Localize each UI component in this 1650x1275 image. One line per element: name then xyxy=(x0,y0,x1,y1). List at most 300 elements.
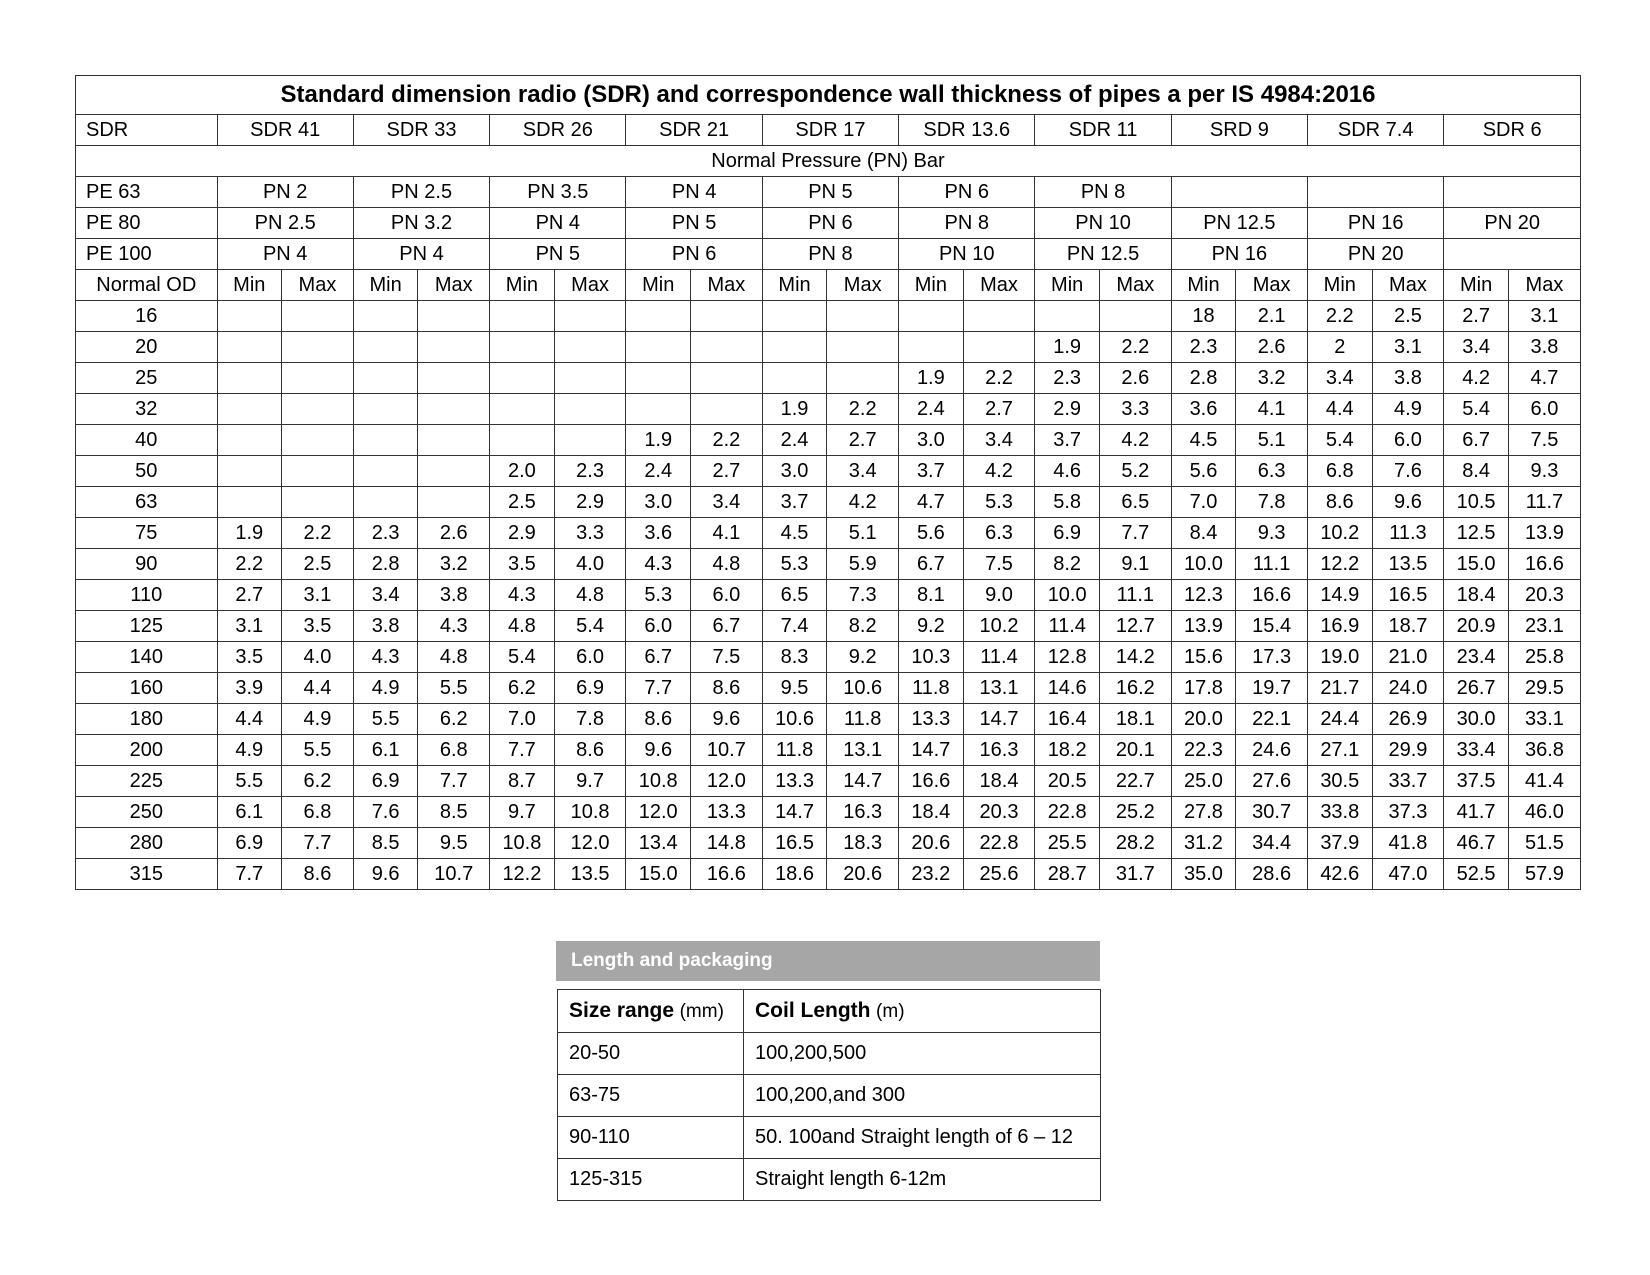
thickness-cell: 10.6 xyxy=(762,704,827,735)
thickness-cell xyxy=(899,332,964,363)
od-cell: 40 xyxy=(76,425,218,456)
thickness-cell: 14.7 xyxy=(963,704,1035,735)
thickness-cell xyxy=(418,363,490,394)
thickness-cell: 6.9 xyxy=(1035,518,1100,549)
pe-row xyxy=(76,208,1581,239)
thickness-cell: 12.2 xyxy=(490,859,555,890)
thickness-cell xyxy=(554,363,626,394)
thickness-cell xyxy=(827,301,899,332)
thickness-cell: 16.9 xyxy=(1308,611,1373,642)
thickness-cell: 6.8 xyxy=(418,735,490,766)
thickness-cell: 11.3 xyxy=(1372,518,1444,549)
packaging-row xyxy=(558,1075,1101,1117)
thickness-cell: 27.1 xyxy=(1308,735,1373,766)
thickness-cell: 2.7 xyxy=(963,394,1035,425)
thickness-cell: 4.4 xyxy=(217,704,282,735)
thickness-cell: 6.7 xyxy=(626,642,691,673)
thickness-cell xyxy=(353,456,418,487)
size-range-cell: 20-50 xyxy=(558,1033,744,1075)
thickness-cell: 2.7 xyxy=(690,456,762,487)
thickness-cell: 4.0 xyxy=(554,549,626,580)
od-cell: 90 xyxy=(76,549,218,580)
pn-cell: PN 4 xyxy=(217,239,353,270)
pn-cell: PN 10 xyxy=(899,239,1035,270)
pn-cell: PN 5 xyxy=(490,239,626,270)
thickness-cell: 26.9 xyxy=(1372,704,1444,735)
packaging-header: Length and packaging xyxy=(556,941,1100,981)
table-row xyxy=(76,611,1581,642)
thickness-cell: 3.7 xyxy=(899,456,964,487)
thickness-cell: 23.4 xyxy=(1444,642,1509,673)
thickness-cell: 41.4 xyxy=(1508,766,1580,797)
thickness-cell: 22.8 xyxy=(963,828,1035,859)
thickness-cell: 3.1 xyxy=(1372,332,1444,363)
thickness-cell: 16.5 xyxy=(1372,580,1444,611)
thickness-cell: 18.4 xyxy=(963,766,1035,797)
thickness-cell: 24.4 xyxy=(1308,704,1373,735)
thickness-cell: 6.0 xyxy=(1372,425,1444,456)
thickness-cell: 5.8 xyxy=(1035,487,1100,518)
packaging-row xyxy=(558,1033,1101,1075)
thickness-cell: 2.7 xyxy=(827,425,899,456)
thickness-cell: 11.8 xyxy=(762,735,827,766)
thickness-cell xyxy=(353,394,418,425)
thickness-cell: 6.0 xyxy=(554,642,626,673)
od-cell: 200 xyxy=(76,735,218,766)
sdr-cell: SDR 7.4 xyxy=(1308,115,1444,146)
thickness-cell: 28.7 xyxy=(1035,859,1100,890)
thickness-cell: 13.3 xyxy=(762,766,827,797)
normal-od-header: Normal OD xyxy=(76,270,218,301)
table-row xyxy=(76,828,1581,859)
thickness-cell: 3.7 xyxy=(1035,425,1100,456)
pn-cell xyxy=(1444,177,1581,208)
thickness-cell xyxy=(282,487,354,518)
thickness-cell: 3.8 xyxy=(1372,363,1444,394)
thickness-cell: 9.6 xyxy=(353,859,418,890)
thickness-cell: 21.0 xyxy=(1372,642,1444,673)
thickness-cell xyxy=(963,301,1035,332)
thickness-cell: 6.2 xyxy=(490,673,555,704)
od-cell: 16 xyxy=(76,301,218,332)
thickness-cell xyxy=(554,332,626,363)
thickness-cell: 10.6 xyxy=(827,673,899,704)
thickness-cell: 18 xyxy=(1171,301,1236,332)
thickness-cell: 25.2 xyxy=(1099,797,1171,828)
thickness-cell: 5.3 xyxy=(762,549,827,580)
thickness-cell xyxy=(490,394,555,425)
thickness-cell: 27.6 xyxy=(1236,766,1308,797)
thickness-cell: 52.5 xyxy=(1444,859,1509,890)
thickness-cell xyxy=(353,332,418,363)
thickness-cell: 5.1 xyxy=(827,518,899,549)
thickness-cell: 17.8 xyxy=(1171,673,1236,704)
thickness-cell: 14.7 xyxy=(762,797,827,828)
thickness-cell: 7.7 xyxy=(490,735,555,766)
table-row xyxy=(76,673,1581,704)
thickness-cell: 4.5 xyxy=(762,518,827,549)
thickness-cell: 2 xyxy=(1308,332,1373,363)
pn-cell: PN 12.5 xyxy=(1171,208,1307,239)
od-cell: 140 xyxy=(76,642,218,673)
thickness-cell: 4.3 xyxy=(490,580,555,611)
thickness-cell xyxy=(282,425,354,456)
thickness-cell: 41.8 xyxy=(1372,828,1444,859)
thickness-cell: 13.3 xyxy=(690,797,762,828)
thickness-cell: 7.0 xyxy=(1171,487,1236,518)
pn-cell xyxy=(1444,239,1581,270)
pn-cell: PN 20 xyxy=(1308,239,1444,270)
thickness-cell: 5.3 xyxy=(963,487,1035,518)
thickness-cell xyxy=(418,332,490,363)
pn-caption-row xyxy=(76,146,1581,177)
thickness-cell: 10.0 xyxy=(1171,549,1236,580)
min-header: Min xyxy=(1035,270,1100,301)
thickness-cell xyxy=(217,332,282,363)
thickness-cell: 2.7 xyxy=(1444,301,1509,332)
thickness-cell: 2.8 xyxy=(353,549,418,580)
thickness-cell: 3.5 xyxy=(490,549,555,580)
thickness-cell xyxy=(217,456,282,487)
pn-cell: PN 2.5 xyxy=(217,208,353,239)
thickness-cell: 3.8 xyxy=(353,611,418,642)
table-row xyxy=(76,363,1581,394)
thickness-cell: 28.2 xyxy=(1099,828,1171,859)
thickness-cell xyxy=(1099,301,1171,332)
thickness-cell: 19.0 xyxy=(1308,642,1373,673)
thickness-cell: 9.6 xyxy=(1372,487,1444,518)
thickness-cell: 16.6 xyxy=(690,859,762,890)
min-header: Min xyxy=(762,270,827,301)
pn-cell: PN 2.5 xyxy=(353,177,489,208)
thickness-cell: 6.3 xyxy=(1236,456,1308,487)
thickness-cell: 14.7 xyxy=(827,766,899,797)
thickness-cell: 7.7 xyxy=(282,828,354,859)
thickness-cell: 3.3 xyxy=(554,518,626,549)
thickness-cell: 36.8 xyxy=(1508,735,1580,766)
thickness-cell: 8.1 xyxy=(899,580,964,611)
thickness-cell: 5.6 xyxy=(899,518,964,549)
thickness-cell: 6.0 xyxy=(626,611,691,642)
pn-caption: Normal Pressure (PN) Bar xyxy=(76,146,1581,177)
thickness-cell: 4.9 xyxy=(217,735,282,766)
thickness-cell: 33.7 xyxy=(1372,766,1444,797)
thickness-cell: 5.4 xyxy=(554,611,626,642)
sdr-cell: SDR 13.6 xyxy=(899,115,1035,146)
od-cell: 280 xyxy=(76,828,218,859)
thickness-cell: 7.5 xyxy=(1508,425,1580,456)
thickness-cell: 2.6 xyxy=(1099,363,1171,394)
thickness-cell: 10.0 xyxy=(1035,580,1100,611)
thickness-cell xyxy=(762,363,827,394)
thickness-cell: 4.8 xyxy=(418,642,490,673)
thickness-cell: 19.7 xyxy=(1236,673,1308,704)
pn-cell: PN 5 xyxy=(762,177,898,208)
thickness-cell: 7.3 xyxy=(827,580,899,611)
thickness-cell: 2.4 xyxy=(762,425,827,456)
thickness-cell: 22.1 xyxy=(1236,704,1308,735)
min-header: Min xyxy=(1444,270,1509,301)
size-range-cell: 125-315 xyxy=(558,1159,744,1201)
thickness-cell: 6.2 xyxy=(418,704,490,735)
thickness-cell xyxy=(282,332,354,363)
thickness-cell: 20.3 xyxy=(963,797,1035,828)
pn-cell: PN 16 xyxy=(1308,208,1444,239)
thickness-cell: 20.3 xyxy=(1508,580,1580,611)
min-header: Min xyxy=(353,270,418,301)
packaging-table xyxy=(557,989,1101,1201)
size-range-header xyxy=(558,990,744,1033)
thickness-cell: 4.8 xyxy=(490,611,555,642)
table-row xyxy=(76,642,1581,673)
min-header: Min xyxy=(490,270,555,301)
thickness-cell: 42.6 xyxy=(1308,859,1373,890)
max-header: Max xyxy=(418,270,490,301)
thickness-cell xyxy=(418,487,490,518)
thickness-cell: 4.2 xyxy=(1444,363,1509,394)
thickness-cell: 5.4 xyxy=(490,642,555,673)
thickness-cell: 6.8 xyxy=(1308,456,1373,487)
packaging-row xyxy=(558,1117,1101,1159)
thickness-cell: 26.7 xyxy=(1444,673,1509,704)
thickness-cell: 2.3 xyxy=(1035,363,1100,394)
packaging-header-row xyxy=(558,990,1101,1033)
thickness-cell: 20.5 xyxy=(1035,766,1100,797)
thickness-cell: 8.2 xyxy=(1035,549,1100,580)
thickness-cell: 3.5 xyxy=(282,611,354,642)
thickness-cell: 6.8 xyxy=(282,797,354,828)
thickness-cell: 16.6 xyxy=(899,766,964,797)
thickness-cell: 6.7 xyxy=(1444,425,1509,456)
thickness-cell: 4.3 xyxy=(353,642,418,673)
table-row xyxy=(76,704,1581,735)
thickness-cell: 9.3 xyxy=(1508,456,1580,487)
thickness-cell: 8.4 xyxy=(1171,518,1236,549)
thickness-cell: 4.2 xyxy=(1099,425,1171,456)
thickness-cell: 2.0 xyxy=(490,456,555,487)
min-max-header-row xyxy=(76,270,1581,301)
max-header: Max xyxy=(282,270,354,301)
thickness-cell: 33.8 xyxy=(1308,797,1373,828)
sdr-cell: SDR 41 xyxy=(217,115,353,146)
size-range-cell: 90-110 xyxy=(558,1117,744,1159)
thickness-cell: 37.5 xyxy=(1444,766,1509,797)
thickness-cell: 3.3 xyxy=(1099,394,1171,425)
table-row xyxy=(76,518,1581,549)
thickness-cell xyxy=(554,425,626,456)
pn-cell: PN 4 xyxy=(490,208,626,239)
thickness-cell: 7.7 xyxy=(626,673,691,704)
max-header: Max xyxy=(690,270,762,301)
thickness-cell: 15.4 xyxy=(1236,611,1308,642)
thickness-cell: 5.5 xyxy=(217,766,282,797)
thickness-cell xyxy=(282,363,354,394)
thickness-cell: 11.4 xyxy=(1035,611,1100,642)
thickness-cell: 9.7 xyxy=(554,766,626,797)
thickness-cell: 9.5 xyxy=(762,673,827,704)
thickness-cell: 24.0 xyxy=(1372,673,1444,704)
thickness-cell: 4.8 xyxy=(690,549,762,580)
thickness-cell: 8.6 xyxy=(554,735,626,766)
thickness-cell: 4.1 xyxy=(1236,394,1308,425)
od-cell: 110 xyxy=(76,580,218,611)
thickness-cell: 2.2 xyxy=(1308,301,1373,332)
pe-label: PE 100 xyxy=(76,239,218,270)
thickness-cell: 25.8 xyxy=(1508,642,1580,673)
thickness-cell: 24.6 xyxy=(1236,735,1308,766)
thickness-cell: 2.2 xyxy=(963,363,1035,394)
table-row xyxy=(76,425,1581,456)
thickness-cell: 13.1 xyxy=(827,735,899,766)
thickness-cell: 4.9 xyxy=(353,673,418,704)
thickness-cell xyxy=(418,456,490,487)
sdr-thickness-table xyxy=(75,75,1581,890)
sdr-row xyxy=(76,115,1581,146)
thickness-cell: 27.8 xyxy=(1171,797,1236,828)
pn-cell: PN 16 xyxy=(1171,239,1307,270)
thickness-cell: 14.8 xyxy=(690,828,762,859)
thickness-cell: 4.2 xyxy=(963,456,1035,487)
coil-length-cell: Straight length 6-12m xyxy=(744,1159,1101,1201)
pn-cell: PN 6 xyxy=(762,208,898,239)
thickness-cell: 3.2 xyxy=(418,549,490,580)
thickness-cell: 16.2 xyxy=(1099,673,1171,704)
thickness-cell: 37.3 xyxy=(1372,797,1444,828)
thickness-cell: 10.8 xyxy=(554,797,626,828)
sdr-cell: SDR 11 xyxy=(1035,115,1171,146)
thickness-cell: 8.3 xyxy=(762,642,827,673)
max-header: Max xyxy=(1372,270,1444,301)
thickness-cell: 4.4 xyxy=(1308,394,1373,425)
thickness-cell: 3.1 xyxy=(282,580,354,611)
od-cell: 225 xyxy=(76,766,218,797)
thickness-cell xyxy=(690,332,762,363)
thickness-cell: 10.7 xyxy=(418,859,490,890)
pn-cell: PN 8 xyxy=(899,208,1035,239)
thickness-cell: 20.1 xyxy=(1099,735,1171,766)
thickness-cell: 25.6 xyxy=(963,859,1035,890)
table-row xyxy=(76,394,1581,425)
thickness-cell: 2.9 xyxy=(490,518,555,549)
pn-cell: PN 12.5 xyxy=(1035,239,1171,270)
thickness-cell: 1.9 xyxy=(762,394,827,425)
thickness-cell: 2.2 xyxy=(1099,332,1171,363)
thickness-cell: 2.2 xyxy=(690,425,762,456)
thickness-cell: 12.0 xyxy=(554,828,626,859)
pn-cell: PN 6 xyxy=(899,177,1035,208)
thickness-cell: 4.8 xyxy=(554,580,626,611)
thickness-cell: 9.3 xyxy=(1236,518,1308,549)
thickness-cell: 2.5 xyxy=(490,487,555,518)
thickness-cell: 3.4 xyxy=(827,456,899,487)
thickness-cell: 2.2 xyxy=(827,394,899,425)
thickness-cell: 3.1 xyxy=(217,611,282,642)
thickness-cell: 20.0 xyxy=(1171,704,1236,735)
thickness-cell: 3.4 xyxy=(963,425,1035,456)
min-header: Min xyxy=(1171,270,1236,301)
thickness-cell: 16.6 xyxy=(1508,549,1580,580)
thickness-cell: 9.1 xyxy=(1099,549,1171,580)
title-row xyxy=(76,76,1581,115)
thickness-cell: 4.7 xyxy=(899,487,964,518)
thickness-cell: 16.6 xyxy=(1236,580,1308,611)
thickness-cell: 13.9 xyxy=(1508,518,1580,549)
thickness-cell: 4.6 xyxy=(1035,456,1100,487)
thickness-cell: 11.8 xyxy=(899,673,964,704)
thickness-cell: 23.2 xyxy=(899,859,964,890)
thickness-cell: 5.5 xyxy=(282,735,354,766)
coil-length-header xyxy=(744,990,1101,1033)
thickness-cell xyxy=(899,301,964,332)
thickness-cell: 14.9 xyxy=(1308,580,1373,611)
sdr-cell: SDR 17 xyxy=(762,115,898,146)
od-cell: 25 xyxy=(76,363,218,394)
thickness-cell: 2.1 xyxy=(1236,301,1308,332)
thickness-cell: 3.1 xyxy=(1508,301,1580,332)
thickness-cell: 7.8 xyxy=(554,704,626,735)
thickness-cell xyxy=(690,394,762,425)
coil-length-cell: 50. 100and Straight length of 6 – 12 xyxy=(744,1117,1101,1159)
thickness-cell: 22.3 xyxy=(1171,735,1236,766)
table-row xyxy=(76,332,1581,363)
thickness-cell: 6.9 xyxy=(353,766,418,797)
thickness-cell: 3.0 xyxy=(899,425,964,456)
thickness-cell: 12.2 xyxy=(1308,549,1373,580)
thickness-cell: 2.4 xyxy=(899,394,964,425)
pn-cell: PN 6 xyxy=(626,239,762,270)
thickness-cell: 16.4 xyxy=(1035,704,1100,735)
thickness-cell: 7.7 xyxy=(217,859,282,890)
thickness-cell: 18.2 xyxy=(1035,735,1100,766)
thickness-cell: 10.7 xyxy=(690,735,762,766)
min-header: Min xyxy=(217,270,282,301)
thickness-cell: 4.2 xyxy=(827,487,899,518)
thickness-cell: 9.0 xyxy=(963,580,1035,611)
pn-cell: PN 5 xyxy=(626,208,762,239)
thickness-cell: 6.0 xyxy=(1508,394,1580,425)
thickness-cell xyxy=(353,301,418,332)
od-cell: 315 xyxy=(76,859,218,890)
od-cell: 125 xyxy=(76,611,218,642)
size-range-unit: (mm) xyxy=(679,1001,724,1022)
thickness-cell: 20.6 xyxy=(899,828,964,859)
thickness-cell: 3.4 xyxy=(690,487,762,518)
thickness-cell xyxy=(490,363,555,394)
thickness-cell: 5.4 xyxy=(1444,394,1509,425)
thickness-cell xyxy=(353,487,418,518)
thickness-cell xyxy=(626,301,691,332)
thickness-cell: 3.5 xyxy=(217,642,282,673)
sdr-cell: SDR 26 xyxy=(490,115,626,146)
thickness-cell xyxy=(418,301,490,332)
thickness-cell: 6.5 xyxy=(762,580,827,611)
thickness-cell: 28.6 xyxy=(1236,859,1308,890)
thickness-cell xyxy=(217,394,282,425)
thickness-cell: 9.5 xyxy=(418,828,490,859)
thickness-cell: 1.9 xyxy=(899,363,964,394)
thickness-cell: 5.1 xyxy=(1236,425,1308,456)
thickness-cell: 9.7 xyxy=(490,797,555,828)
thickness-cell: 2.9 xyxy=(554,487,626,518)
thickness-cell xyxy=(690,363,762,394)
pn-cell: PN 4 xyxy=(353,239,489,270)
thickness-cell: 2.5 xyxy=(282,549,354,580)
thickness-cell: 9.2 xyxy=(827,642,899,673)
thickness-cell: 31.2 xyxy=(1171,828,1236,859)
pe-label: PE 63 xyxy=(76,177,218,208)
max-header: Max xyxy=(963,270,1035,301)
thickness-cell xyxy=(626,363,691,394)
